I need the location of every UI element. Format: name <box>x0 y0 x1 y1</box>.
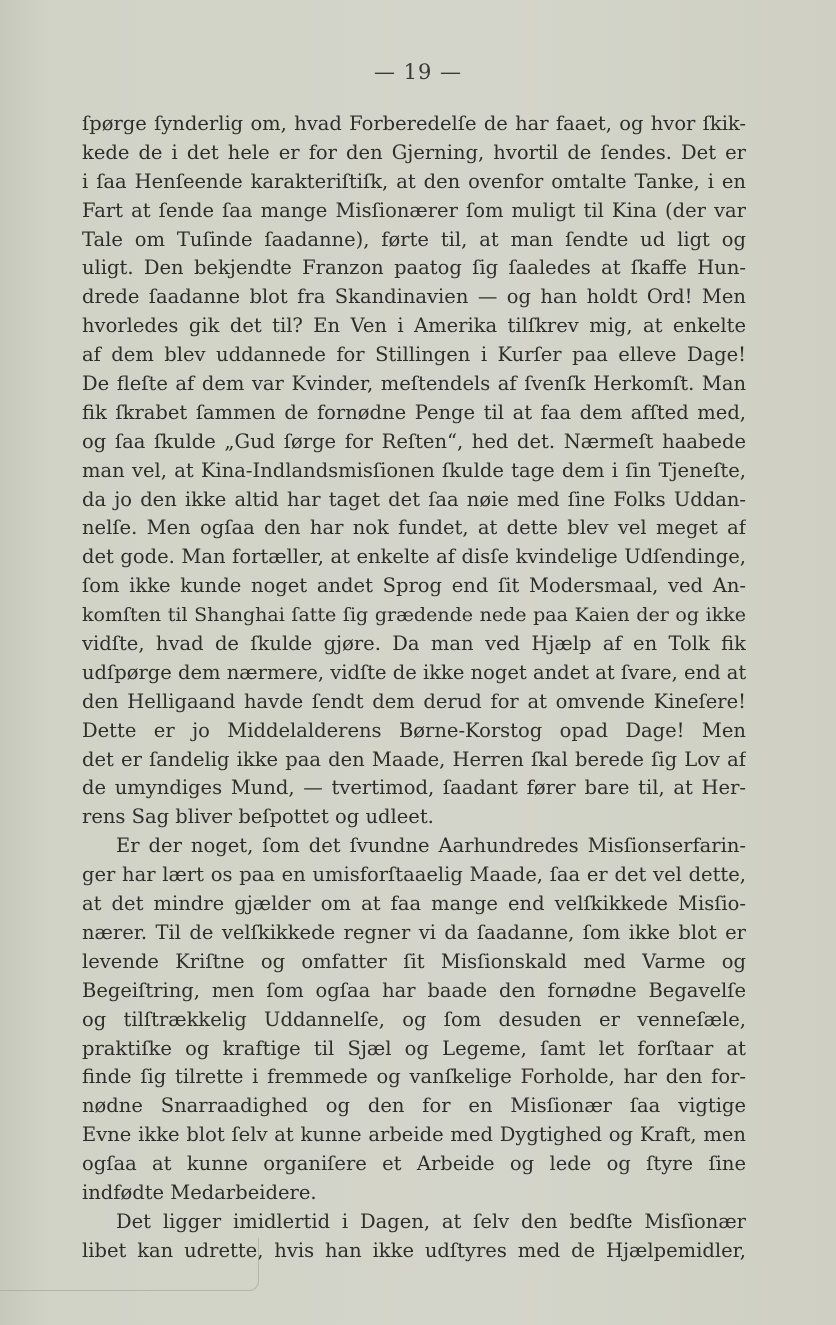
text-line: De fleſte af dem var Kvinder, meſtendels af ſvenſk Herkomſt. Man <box>82 372 746 396</box>
text-line: Dette er jo Middelalderens Børne-Korstog opad Dage! Men <box>82 718 746 742</box>
text-line: vidſte, hvad de ſkulde gjøre. Da man ved Hjælp af en Tolk fik <box>82 632 746 656</box>
text-line: indfødte Medarbeidere. <box>82 1180 317 1204</box>
text-line: nødne Snarraadighed og den for en Misſionær ſaa vigtige <box>82 1094 746 1118</box>
text-line: at det mindre gjælder om at faa mange end velſkikkede Misſio- <box>82 892 746 916</box>
text-line: ſom ikke kunde noget andet Sprog end ſit Modersmaal, ved An- <box>82 574 746 598</box>
text-line: udſpørge dem nærmere, vidſte de ikke noget andet at ſvare, end at <box>82 660 746 684</box>
text-line: Evne ikke blot ſelv at kunne arbeide med Dygtighed og Kraft, men <box>82 1123 746 1147</box>
text-line: uligt. Den bekjendte Franzon paatog ſig ſaaledes at ſkaffe Hun- <box>82 256 746 280</box>
text-line: Begeiſtring, men ſom ogſaa har baade den fornødne Begavelſe <box>82 978 746 1002</box>
text-line: rens Sag bliver beſpottet og udleet. <box>82 805 434 829</box>
text-line: man vel, at Kina-Indlandsmisſionen ſkulde tage dem i ſin Tjeneſte, <box>82 458 746 482</box>
text-line: og tilſtrækkelig Uddannelſe, og ſom desuden er venneſæle, <box>82 1007 746 1031</box>
text-line: levende Kriſtne og omfatter ſit Misſionskald med Varme og <box>82 949 746 973</box>
text-line: libet kan udrette, hvis han ikke udſtyres med de Hjælpemidler, <box>82 1238 746 1262</box>
text-line: nærer. Til de velſkikkede regner vi da ſaadanne, ſom ikke blot er <box>82 920 746 944</box>
text-line: Tale om Tuſinde ſaadanne), førte til, at man ſendte ud ligt og <box>82 227 746 251</box>
text-line: af dem blev uddannede for Stillingen i Kurſer paa elleve Dage! <box>82 343 746 367</box>
text-line: drede ſaadanne blot fra Skandinavien — og han holdt Ord! Men <box>82 285 746 309</box>
text-line: ſpørge ſynderlig om, hvad Forberedelſe de har faaet, og hvor ſkik- <box>82 112 746 135</box>
text-line: Fart at ſende ſaa mange Misſionærer ſom muligt til Kina (der var <box>82 198 746 222</box>
text-line: hvorledes gik det til? En Ven i Amerika tilſkrev mig, at enkelte <box>82 314 746 338</box>
text-line: kede de i det hele er for den Gjerning, hvortil de ſendes. Det er <box>82 140 746 164</box>
text-line: ger har lært os paa en umisforſtaaelig Maade, ſaa er det vel dette, <box>82 863 746 887</box>
page-number: — 19 — <box>373 60 463 84</box>
text-line: fik ſkrabet ſammen de fornødne Penge til at faa dem afſted med, <box>82 400 746 424</box>
text-line: de umyndiges Mund, — tvertimod, ſaadant fører bare til, at Her- <box>82 776 746 800</box>
underlying-page-edge <box>0 1238 259 1291</box>
text-line: Er der noget, ſom det ſvundne Aarhundredes Misſionserfarin- <box>116 834 746 858</box>
text-line: det er ſandelig ikke paa den Maade, Herren ſkal berede ſig Lov af <box>82 747 746 771</box>
text-line: komſten til Shanghai ſatte ſig grædende nede paa Kaien der og ikke <box>82 604 746 627</box>
text-line: ogſaa at kunne organiſere et Arbeide og lede og ſtyre ſine <box>82 1152 746 1176</box>
text-line: praktiſke og kraftige til Sjæl og Legeme, ſamt let forſtaar at <box>82 1036 746 1060</box>
text-line: og ſaa ſkulde „Gud ſørge for Reſten“, hed det. Nærmeſt haabede <box>82 429 746 453</box>
text-line: i ſaa Henſeende karakteriſtiſk, at den ovenfor omtalte Tanke, i en <box>82 169 746 193</box>
text-line: finde ſig tilrette i fremmede og vanſkelige Forholde, har den for- <box>82 1065 746 1089</box>
text-line: den Helligaand havde ſendt dem derud for at omvende Kineſere! <box>82 689 746 713</box>
text-line: Det ligger imidlertid i Dagen, at ſelv den bedſte Misſionær <box>116 1209 746 1233</box>
body-text <box>82 110 746 1266</box>
text-line: da jo den ikke altid har taget det ſaa nøie med ſine Folks Uddan- <box>82 487 746 511</box>
text-line: det gode. Man fortæller, at enkelte af disſe kvindelige Udſendinge, <box>82 545 746 569</box>
text-line: nelſe. Men ogſaa den har nok fundet, at dette blev vel meget af <box>82 516 746 540</box>
